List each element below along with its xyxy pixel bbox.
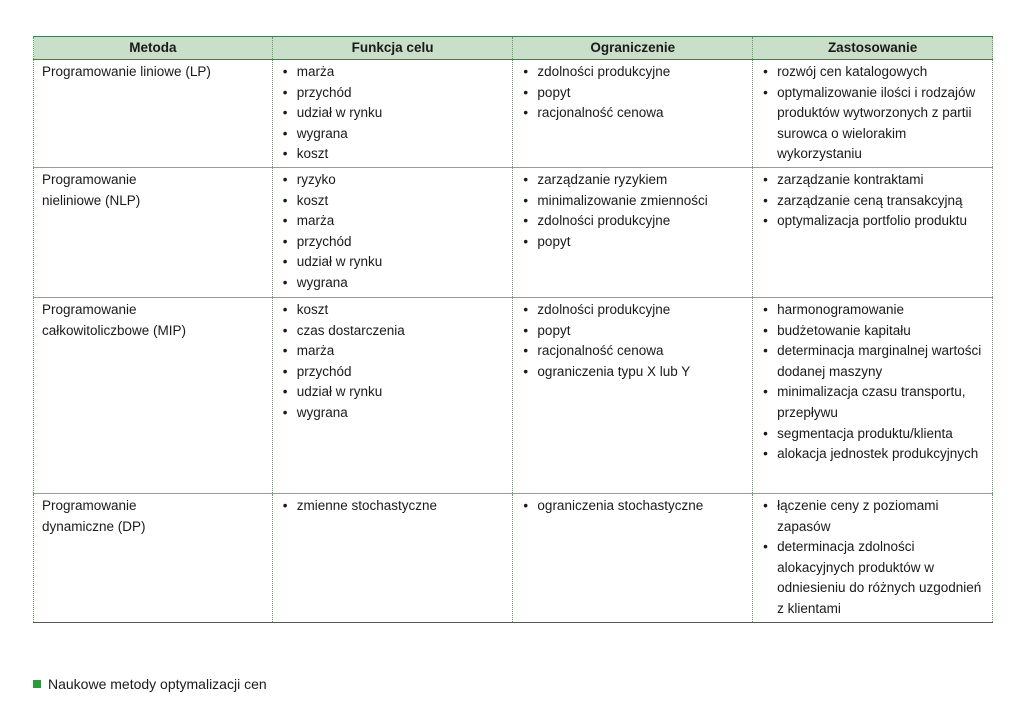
- bullet-list: [281, 300, 507, 424]
- list-item: • racjonalność cenowa: [521, 341, 746, 362]
- bullet-list: [761, 62, 986, 165]
- bullet-list: [521, 496, 746, 517]
- method-name: Programowanie liniowe (LP): [42, 64, 211, 79]
- table-row: [34, 60, 993, 168]
- list-item: • łączenie ceny z poziomami zapasów: [761, 496, 986, 537]
- method-name: całkowitoliczbowe (MIP): [42, 322, 187, 338]
- list-item: • marża: [281, 211, 507, 232]
- list-item: • determinacja marginalnej wartości dodanej maszyny: [761, 341, 986, 382]
- caption-square-icon: [33, 680, 41, 688]
- method-name: nieliniowe (NLP): [42, 192, 141, 208]
- list-item: • wygrana: [281, 273, 507, 294]
- table-row: [34, 297, 993, 493]
- application-cell: [753, 297, 993, 493]
- list-item: • ryzyko: [281, 170, 507, 191]
- constraint-cell: [513, 493, 753, 622]
- list-item: • przychód: [281, 362, 507, 383]
- method-cell: [34, 60, 273, 168]
- constraint-cell: [513, 60, 753, 168]
- objective-cell: [272, 167, 513, 297]
- list-item: • udział w rynku: [281, 252, 507, 273]
- table-header-row: [34, 37, 993, 60]
- bullet-list: [521, 300, 746, 382]
- list-item: • racjonalność cenowa: [521, 103, 746, 124]
- list-item: • minimalizowanie zmienności: [521, 191, 746, 212]
- list-item: • zdolności produkcyjne: [521, 211, 746, 232]
- objective-cell: [272, 297, 513, 493]
- list-item: • popyt: [521, 83, 746, 104]
- list-item: • udział w rynku: [281, 382, 507, 403]
- list-item: • zdolności produkcyjne: [521, 300, 746, 321]
- list-item: • udział w rynku: [281, 103, 507, 124]
- list-item: • zarządzanie ryzykiem: [521, 170, 746, 191]
- list-item: • zmienne stochastyczne: [281, 496, 507, 517]
- list-item: • segmentacja produktu/klienta: [761, 424, 986, 445]
- list-item: • alokacja jednostek produkcyjnych: [761, 444, 986, 465]
- list-item: • marża: [281, 62, 507, 83]
- list-item: • popyt: [521, 321, 746, 342]
- bullet-list: [281, 170, 507, 294]
- objective-cell: [272, 60, 513, 168]
- bullet-list: [281, 496, 507, 517]
- bullet-list: [761, 496, 986, 620]
- method-name: dynamiczne (DP): [42, 518, 146, 534]
- method-cell: [34, 167, 273, 297]
- list-item: • czas dostarczenia: [281, 321, 507, 342]
- header-objective: Funkcja celu: [272, 37, 513, 60]
- table-body: [34, 60, 993, 623]
- figure-caption: [33, 676, 267, 692]
- list-item: • optymalizacja portfolio produktu: [761, 211, 986, 232]
- bullet-list: [281, 62, 507, 165]
- list-item: • zdolności produkcyjne: [521, 62, 746, 83]
- list-item: • przychód: [281, 232, 507, 253]
- list-item: • popyt: [521, 232, 746, 253]
- objective-cell: [272, 493, 513, 622]
- list-item: • determinacja zdolności alokacyjnych produktów w odniesieniu do różnych uzgodnień z klientami: [761, 537, 986, 619]
- bullet-list: [521, 62, 746, 124]
- list-item: • budżetowanie kapitału: [761, 321, 986, 342]
- method-cell: [34, 493, 273, 622]
- application-cell: [753, 493, 993, 622]
- list-item: • wygrana: [281, 403, 507, 424]
- list-item: • koszt: [281, 144, 507, 165]
- method-name: Programowanie: [42, 497, 137, 513]
- bullet-list: [761, 300, 986, 465]
- list-item: • harmonogramowanie: [761, 300, 986, 321]
- caption-text: Naukowe metody optymalizacji cen: [48, 676, 267, 692]
- application-cell: [753, 167, 993, 297]
- method-name: Programowanie: [42, 171, 137, 187]
- table-row: [34, 493, 993, 622]
- list-item: • przychód: [281, 83, 507, 104]
- constraint-cell: [513, 167, 753, 297]
- constraint-cell: [513, 297, 753, 493]
- list-item: • zarządzanie kontraktami: [761, 170, 986, 191]
- method-name: Programowanie: [42, 301, 137, 317]
- list-item: • koszt: [281, 300, 507, 321]
- header-application: Zastosowanie: [753, 37, 993, 60]
- list-item: • rozwój cen katalogowych: [761, 62, 986, 83]
- application-cell: [753, 60, 993, 168]
- list-item: • ograniczenia typu X lub Y: [521, 362, 746, 383]
- header-constraint: Ograniczenie: [513, 37, 753, 60]
- list-item: • marża: [281, 341, 507, 362]
- list-item: • koszt: [281, 191, 507, 212]
- methods-table: [33, 36, 993, 623]
- list-item: • zarządzanie ceną transakcyjną: [761, 191, 986, 212]
- list-item: • optymalizowanie ilości i rodzajów produktów wytworzonych z partii surowca o wielorakim wykorzystaniu: [761, 83, 986, 165]
- bullet-list: [521, 170, 746, 252]
- header-method: Metoda: [34, 37, 273, 60]
- bullet-list: [761, 170, 986, 232]
- table-row: [34, 167, 993, 297]
- list-item: • wygrana: [281, 124, 507, 145]
- list-item: • ograniczenia stochastyczne: [521, 496, 746, 517]
- list-item: • minimalizacja czasu transportu, przepływu: [761, 382, 986, 423]
- method-cell: [34, 297, 273, 493]
